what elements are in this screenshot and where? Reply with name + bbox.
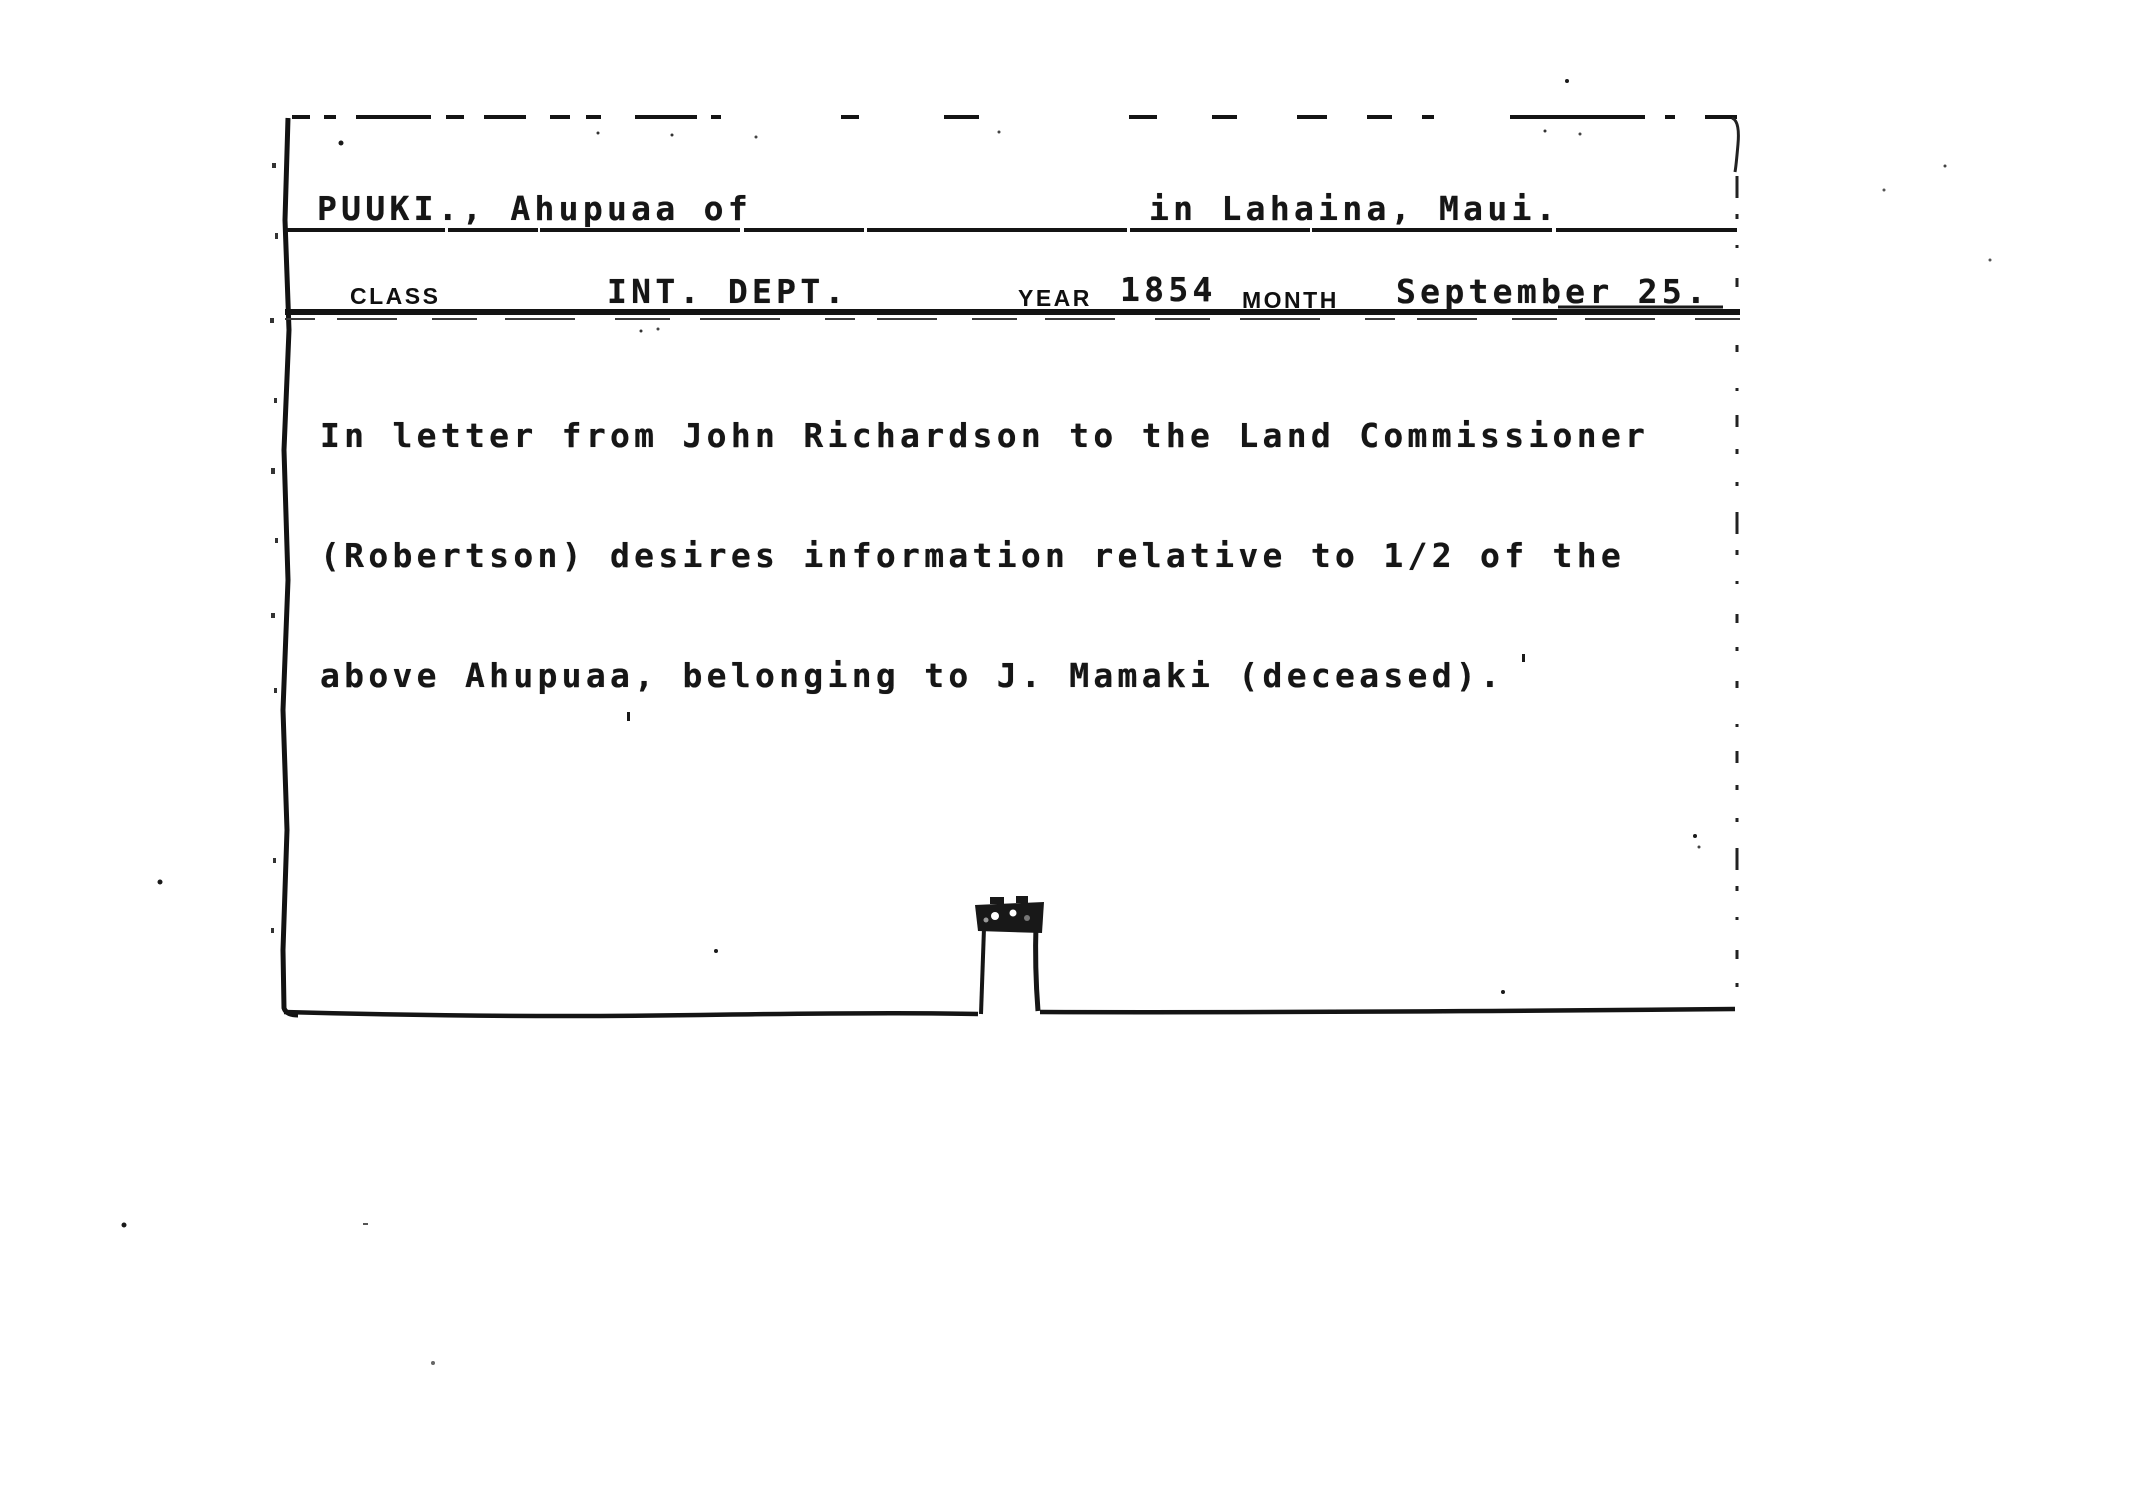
- class-field-value: INT. DEPT.: [607, 272, 849, 311]
- body-line: (Robertson) desires information relative to 1/2 of the: [320, 536, 1626, 575]
- left-border-noise: [270, 163, 278, 933]
- card-bottom-border: [284, 1009, 1735, 1016]
- month-field-value: September 25.: [1396, 272, 1711, 311]
- body-line: In letter from John Richardson to the Land Commissioner: [320, 416, 1650, 455]
- year-field-value: 1854: [1120, 270, 1217, 309]
- card-title-location: in Lahaina, Maui.: [1149, 189, 1560, 228]
- month-field-label: MONTH: [1242, 287, 1339, 313]
- class-field-label: CLASS: [350, 283, 441, 309]
- year-field-label: YEAR: [1018, 285, 1092, 311]
- card-rod-notch: [975, 896, 1044, 1014]
- card-body-text: [320, 336, 1649, 776]
- card-title-name: PUUKI., Ahupuaa of: [317, 189, 753, 228]
- card-top-right-corner: [1732, 118, 1738, 172]
- card-left-border: [283, 118, 298, 1015]
- body-line: above Ahupuaa, belonging to J. Mamaki (deceased).: [320, 656, 1505, 695]
